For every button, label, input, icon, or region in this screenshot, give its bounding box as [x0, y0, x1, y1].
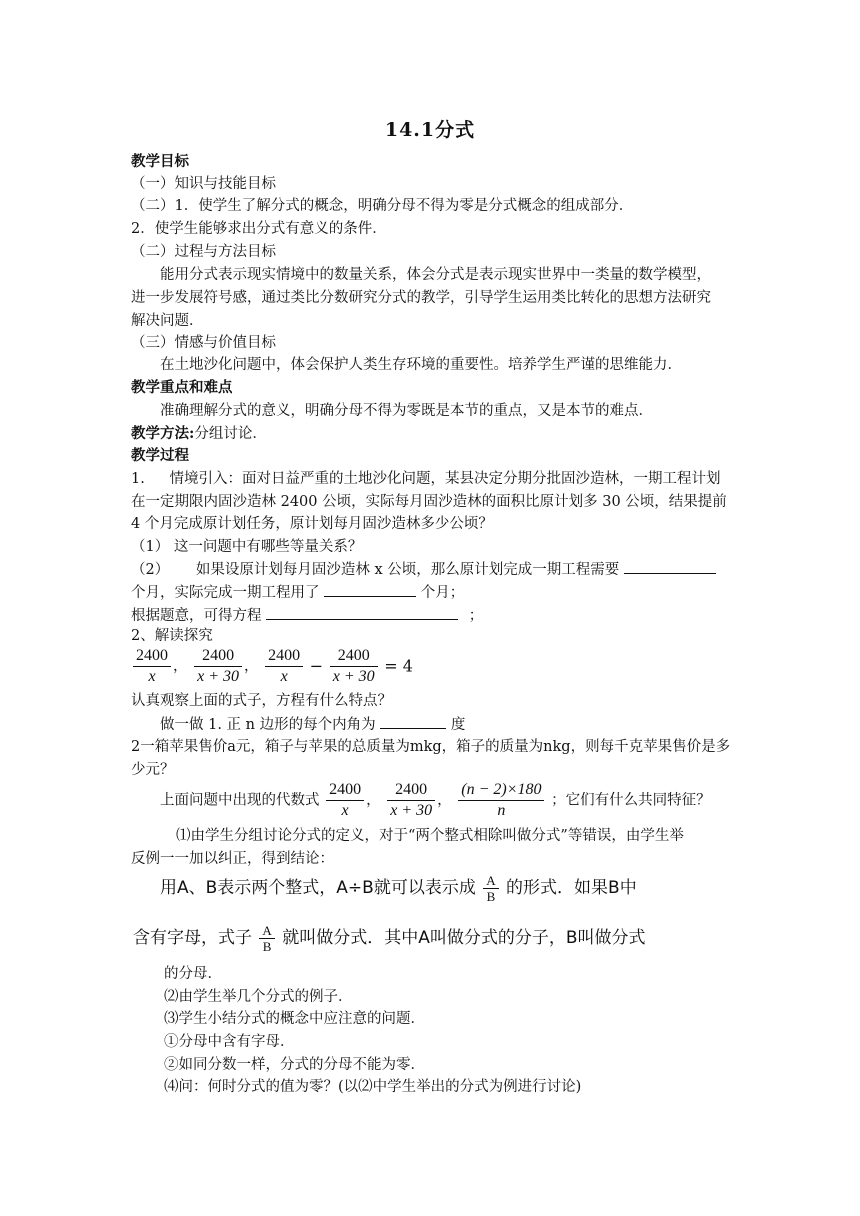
denominator: x — [326, 800, 364, 821]
denominator: B — [483, 888, 498, 904]
answer-blank-1[interactable] — [624, 559, 716, 574]
definition-text-2: 的形式．如果B中 — [506, 878, 637, 898]
definition-line-2 — [133, 922, 646, 954]
apple-problem-line-2: 少元？ — [131, 762, 175, 778]
definition-line-1 — [160, 872, 637, 904]
above-question: ；它们有什么共同特征？ — [551, 792, 711, 809]
step-3-point-1: ①分母中含有字母． — [164, 1034, 295, 1050]
fraction-a-over-b — [259, 923, 274, 954]
fraction-2400-over-x-plus-30 — [194, 646, 242, 687]
question-2-text-3: 个月； — [420, 585, 465, 601]
page-title: 14.1分式 — [384, 119, 476, 141]
method-value: 分组讨论． — [194, 426, 267, 442]
definition-line-3: 的分母． — [164, 966, 222, 982]
algebraic-expressions-line — [160, 780, 711, 821]
key-points-text: 准确理解分式的意义，明确分母不得为零既是本节的重点，又是本节的难点． — [160, 403, 653, 419]
intro-text-1: 情境引入：面对日益严重的土地沙化问题，某县决定分期分批固沙造林，一期工程计划 — [169, 471, 721, 487]
goal-process: （二）过程与方法目标 — [131, 244, 276, 260]
fraction-2400-over-x-plus-30 — [330, 646, 378, 687]
goal-emotion: （三）情感与价值目标 — [131, 335, 276, 351]
intro-line-3: 4 个月完成原计划任务，原计划每月固沙造林多少公顷？ — [131, 516, 493, 532]
question-1: （1） 这一问题中有哪些等量关系？ — [131, 539, 363, 555]
comma: ， — [437, 792, 452, 809]
try-line — [160, 714, 465, 735]
question-2-text-4: 根据题意，可得方程 — [131, 608, 262, 624]
key-points-heading: 教学重点和难点 — [131, 379, 233, 396]
observe-question: 认真观察上面的式子，方程有什么特点？ — [131, 693, 392, 709]
intro-number: 1. — [131, 471, 145, 487]
goal-process-text-2: 进一步发展符号感，通过类比分数研究分式的教学，引导学生运用类比转化的思想方法研究 — [131, 290, 711, 306]
question-2-line-2 — [131, 582, 464, 603]
goal-knowledge-item-2: 2．使学生能够求出分式有意义的条件． — [131, 221, 387, 237]
question-2-line-3 — [131, 605, 483, 626]
explore-heading: 2、解读探究 — [131, 628, 213, 644]
step-2: ⑵由学生举几个分式的例子． — [164, 989, 353, 1005]
numerator: A — [486, 872, 496, 888]
comma: ， — [244, 658, 259, 675]
definition-text-4: 就叫做分式．其中A叫做分式的分子，B叫做分式 — [282, 928, 646, 948]
fraction-2400-over-x — [133, 646, 171, 687]
goal-process-text-3: 解决问题． — [131, 313, 204, 329]
goals-heading: 教学目标 — [131, 153, 189, 170]
denominator: B — [259, 938, 274, 954]
method-label: 教学方法: — [131, 425, 195, 442]
fraction-2400-over-x — [265, 646, 303, 687]
numerator: 2400 — [202, 647, 235, 664]
denominator: x + 30 — [330, 666, 378, 687]
fraction-2400-over-x — [326, 780, 364, 821]
minus-sign: − — [309, 656, 324, 676]
fraction-2400-over-x-plus-30 — [387, 780, 435, 821]
numerator: 2400 — [136, 647, 168, 664]
denominator: x — [265, 666, 303, 687]
goal-process-text-1: 能用分式表示现实情境中的数量关系，体会分式是表示现实世界中一类量的数学模型， — [160, 267, 711, 283]
question-2-text: 如果设原计划每月固沙造林 x 公顷，那么原计划完成一期工程需要 — [195, 562, 620, 578]
numerator: A — [262, 922, 272, 938]
question-2-semicolon: ； — [468, 608, 484, 624]
goal-knowledge: （一）知识与技能目标 — [131, 176, 276, 192]
discussion-line-1: ⑴由学生分组讨论分式的定义，对于“两个整式相除叫做分式”等错误，由学生举 — [176, 828, 684, 844]
denominator: x + 30 — [194, 666, 242, 687]
above-text: 上面问题中出现的代数式 — [160, 792, 320, 809]
discussion-line-2: 反例一一加以纠正，得到结论： — [131, 851, 334, 867]
intro-line-2: 在一定期限内固沙造林 2400 公顷，实际每月固沙造林的面积比原计划多 30 公顷，结果提前 — [131, 494, 727, 510]
numerator: (n − 2)×180 — [461, 781, 542, 798]
numerator: 2400 — [329, 781, 362, 798]
equals-four: = 4 — [384, 656, 413, 676]
try-unit: 度 — [450, 717, 466, 733]
step-3-point-2: ②如同分数一样，分式的分母不能为零． — [164, 1057, 425, 1073]
denominator: x + 30 — [387, 800, 435, 821]
fraction-expressions — [131, 646, 413, 687]
goal-knowledge-item-1: （二）1．使学生了解分式的概念，明确分母不得为零是分式概念的组成部分． — [131, 198, 634, 214]
apple-problem-line-1: 2一箱苹果售价a元，箱子与苹果的总质量为mkg，箱子的质量为nkg，则每千克苹果售价是多 — [131, 739, 731, 755]
method-line — [131, 424, 267, 444]
comma: ， — [366, 792, 381, 809]
answer-blank-equation[interactable] — [266, 605, 458, 620]
intro-line-1 — [131, 469, 720, 489]
try-text: 做一做 1. 正 n 边形的每个内角为 — [160, 717, 376, 733]
fraction-a-over-b — [483, 873, 498, 904]
answer-blank-2[interactable] — [324, 582, 416, 597]
numerator: 2400 — [395, 781, 428, 798]
comma: ， — [173, 658, 188, 675]
question-2-text-2: 个月，实际完成一期工程用了 — [131, 585, 320, 601]
question-2-line-1 — [131, 559, 716, 580]
numerator: 2400 — [337, 647, 370, 664]
definition-text-3: 含有字母，式子 — [133, 928, 252, 948]
step-3: ⑶学生小结分式的概念中应注意的问题． — [164, 1011, 425, 1027]
definition-text-1: 用A、B表示两个整式，A÷B就可以表示成 — [160, 878, 476, 898]
numerator: 2400 — [268, 647, 301, 664]
process-heading: 教学过程 — [131, 447, 189, 464]
fraction-polygon-angle — [458, 780, 544, 821]
denominator: x — [133, 666, 171, 687]
denominator: n — [458, 800, 544, 821]
answer-blank-angle[interactable] — [380, 714, 446, 729]
question-2-number: （2） — [131, 562, 170, 578]
step-4: ⑷问：何时分式的值为零？(以⑵中学生举出的分式为例进行讨论) — [164, 1079, 582, 1095]
goal-emotion-text: 在土地沙化问题中，体会保护人类生存环境的重要性。培养学生严谨的思维能力． — [160, 357, 682, 373]
